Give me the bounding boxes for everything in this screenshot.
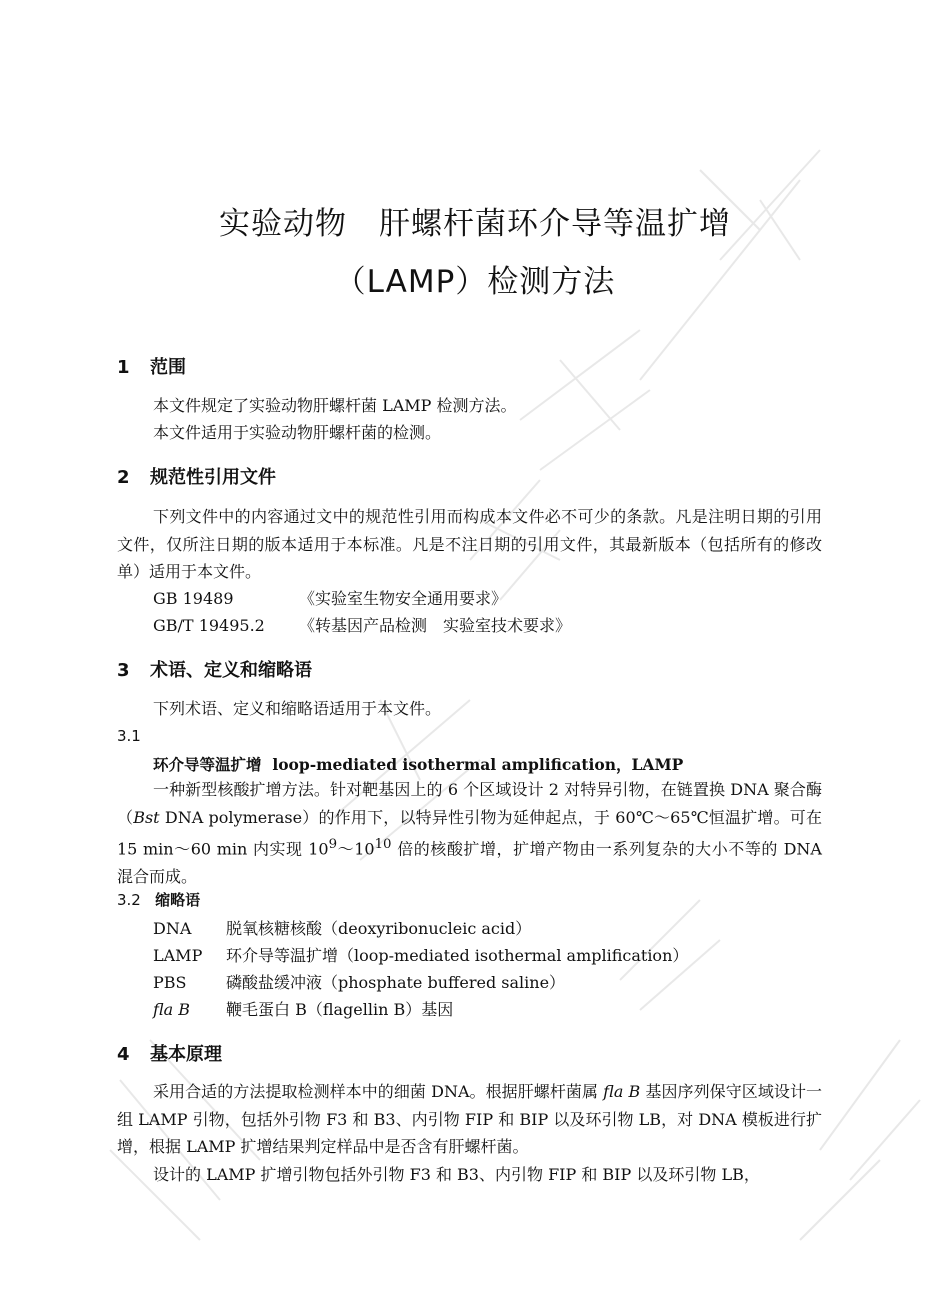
section-number: 1 [117,357,130,378]
reference-name: 《转基因产品检测 实验室技术要求》 [299,616,572,635]
subsection-title: 缩略语 [155,891,201,909]
term-heading [153,753,683,775]
abbreviation-row [153,916,531,939]
section-title: 范围 [150,357,186,378]
section-4-heading [117,1040,222,1066]
abbreviation: LAMP [153,946,203,965]
subsection-3-1-number: 3.1 [117,727,141,745]
abbreviation: DNA [153,919,192,938]
reference-item [153,586,507,609]
abbreviation-row [153,970,565,993]
section-2-heading [117,463,276,489]
definition-text: ～10 [337,839,375,859]
paragraph-text: 采用合适的方法提取检测样本中的细菌 DNA。根据肝螺杆菌属 [153,1082,604,1101]
paragraph-text: 基因序列保守区域设计一组 LAMP 引物，包括外引物 F3 和 B3、内引物 FIP 和 BIP 以及环引物 LB，对 DNA 模板进行扩增，根据 LAMP 扩增结果判定样品中是否含有肝螺杆菌。 [117,1082,822,1156]
section-title: 术语、定义和缩略语 [150,660,312,681]
section-4-paragraph-2: 设计的 LAMP 扩增引物包括外引物 F3 和 B3、内引物 FIP 和 BIP 以及环引物 LB， [153,1165,760,1184]
term-english: loop-mediated isothermal amplification，LAMP [272,755,684,774]
reference-code: GB/T 19495.2 [153,616,265,635]
section-1-heading [117,353,186,379]
abbreviation-description: 环介导等温扩增（loop-mediated isothermal amplification） [226,946,689,965]
document-title-line2: （LAMP）检测方法 [334,264,616,300]
abbreviation-description: 磷酸盐缓冲液（phosphate buffered saline） [226,973,566,992]
definition-text: 倍的核酸扩增，扩增产物由一系列复杂的大小不等的 DNA 混合而成。 [117,839,822,886]
superscript: 9 [328,837,338,852]
section-1-line-2: 本文件适用于实验动物肝螺杆菌的检测。 [153,423,442,442]
section-4-paragraph-1 [117,1078,822,1161]
section-3-heading [117,656,312,682]
section-number: 2 [117,467,130,488]
section-title: 基本原理 [150,1044,222,1065]
reference-name: 《实验室生物安全通用要求》 [299,589,508,608]
term-definition [117,776,822,890]
section-3-intro: 下列术语、定义和缩略语适用于本文件。 [153,699,442,718]
term-chinese: 环介导等温扩增 [153,756,262,774]
section-2-paragraph: 下列文件中的内容通过文中的规范性引用而构成本文件必不可少的条款。凡是注明日期的引用文件，仅所注日期的版本适用于本标准。凡是不注日期的引用文件，其最新版本（包括所有的修改单）适用于本文件。 [117,507,822,581]
superscript: 10 [374,837,392,852]
abbreviation-row [153,943,688,966]
abbreviation-description: 脱氧核糖核酸（deoxyribonucleic acid） [226,919,532,938]
definition-text: DNA polymerase）的作用下，以特异性引物为延伸起点，于 60℃～65℃恒温扩增。可在 15 min～60 min 内实现 10 [117,807,822,859]
section-number: 3 [117,660,130,681]
paragraph-italic: fla B [603,1082,641,1101]
section-title: 规范性引用文件 [150,467,276,488]
subsection-number: 3.2 [117,891,141,909]
definition-italic: Bst [133,807,160,827]
abbreviation-description: 鞭毛蛋白 B（flagellin B）基因 [226,1000,454,1019]
section-number: 4 [117,1044,130,1065]
abbreviation: fla B [153,1000,191,1019]
definition-text: 一种新型核酸扩增方法。针对靶基因上的 6 个区域设计 2 对特异引物，在链置换 DNA 聚合酶（ [117,780,822,827]
subsection-3-2 [117,889,200,910]
document-title-line1: 实验动物 肝螺杆菌环介导等温扩增 [219,206,731,242]
section-1-line-1: 本文件规定了实验动物肝螺杆菌 LAMP 检测方法。 [153,396,517,415]
abbreviation: PBS [153,973,187,992]
abbreviation-row [153,997,453,1020]
reference-item [153,613,571,636]
reference-code: GB 19489 [153,589,234,608]
